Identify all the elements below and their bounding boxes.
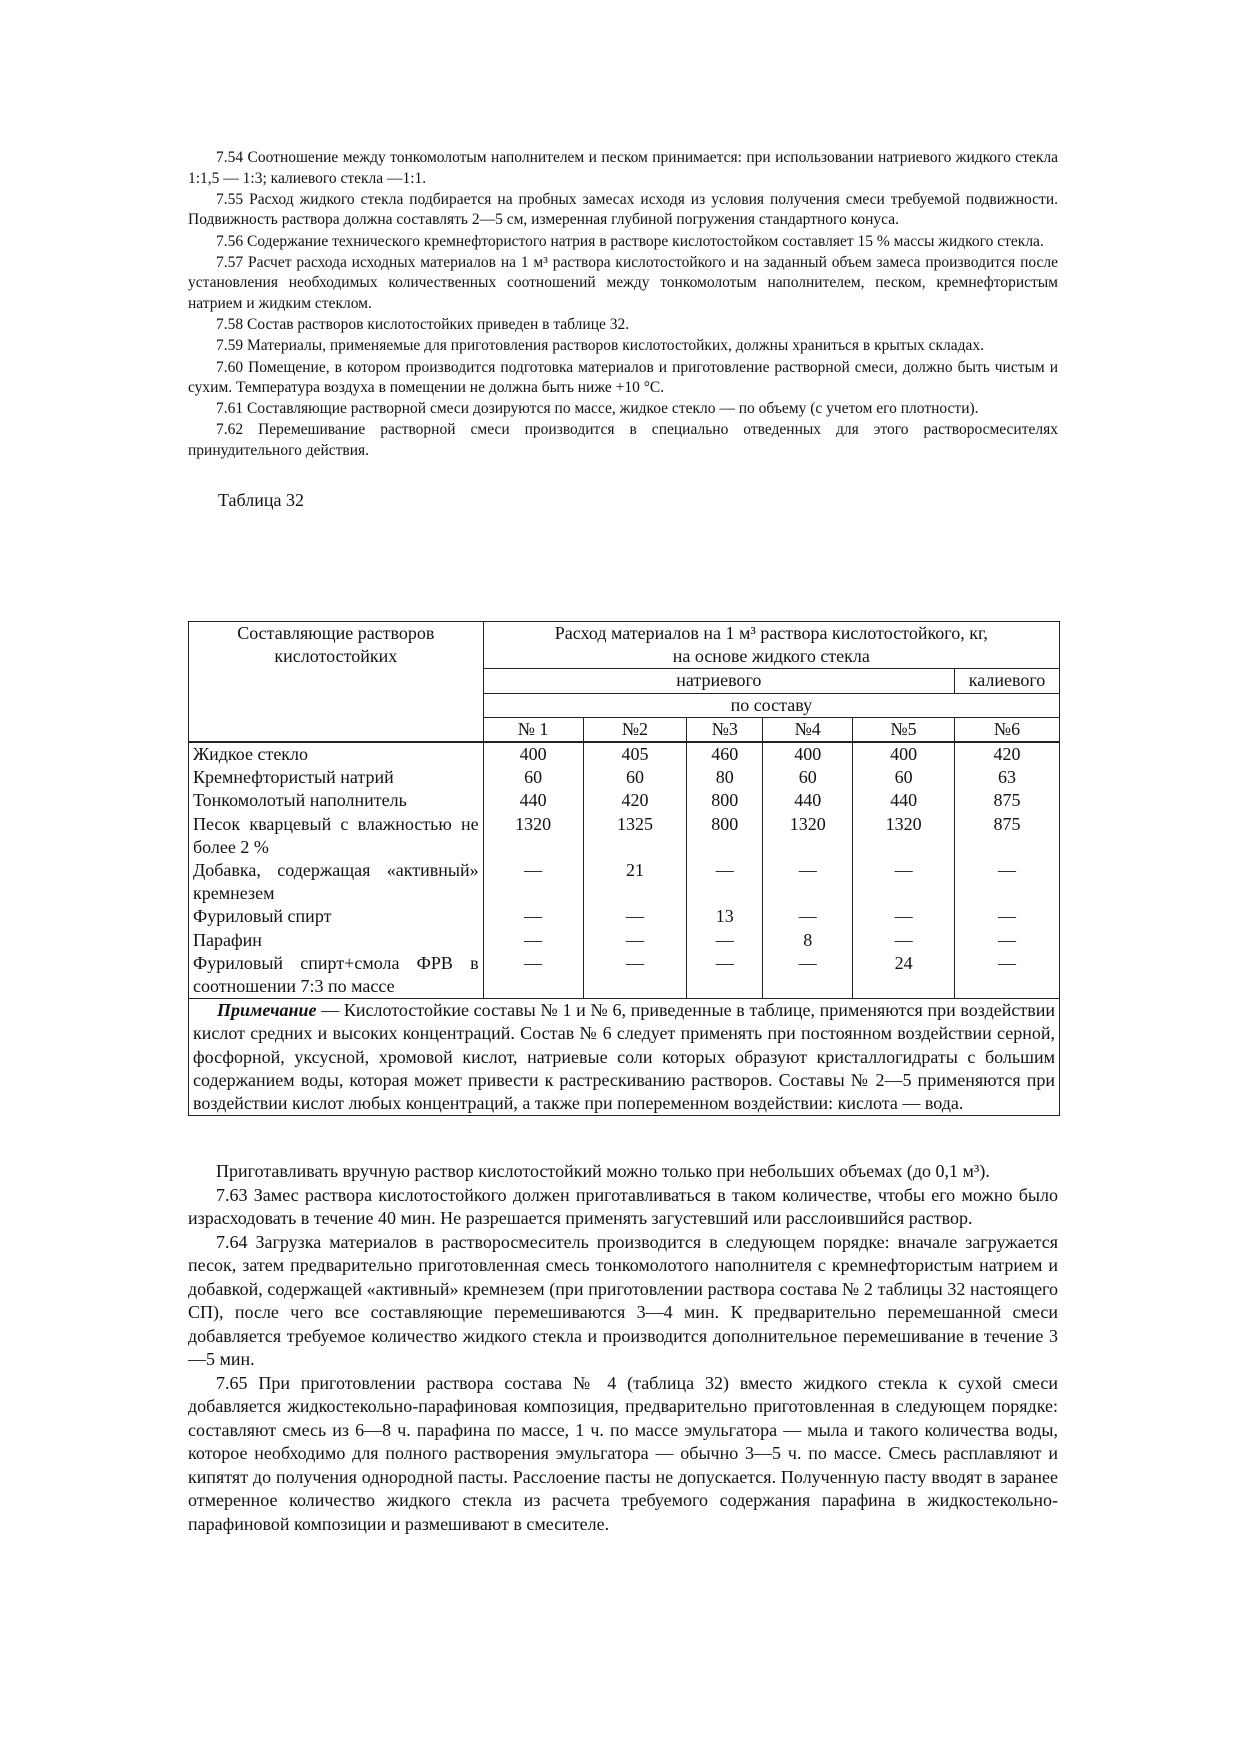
table-row [189,905,1060,928]
column-header: № 1 [483,717,583,742]
table-cell: — [853,929,955,952]
paragraph-7-58: 7.58 Состав растворов кислотостойких приведен в таблице 32. [216,316,630,334]
table-cell: — [853,859,955,905]
table-cell: 875 [955,813,1060,859]
table-cell: 60 [853,766,955,789]
table-row [189,766,1060,789]
table-cell: 21 [583,859,687,905]
row-label: Кремнефтористый натрий [189,766,484,789]
header-by-composition: по составу [483,693,1059,717]
table-cell: — [583,905,687,928]
note-text: — Кислотостойкие составы № 1 и № 6, приведенные в таблице, применяются при воздействии кислот средних и высоких концентраций. Состав № 6 следует применять при постоянном воздействии серной, фосфорной, уксусной, хромовой кислот, натриевые соли которых образуют кристаллогидраты с большим содержанием воды, которая может привести к растрескиванию растворов. Составы № 2—5 применяются при воздействии кислот любых концентраций, а также при попеременном воздействии: кислота — вода. [193,1000,1055,1114]
table-cell: — [483,952,583,999]
table-32 [188,621,1060,1116]
table-cell: 13 [687,905,763,928]
paragraph-7-55: 7.55 Расход жидкого стекла подбирается на пробных замесах исходя из условия получения смеси требуемой подвижности. Подвижность раствора должна составлять 2—5 см, измеренная глубиной погружения стандартного конуса. [188,190,1058,229]
paragraph-manual-prep: Приготавливать вручную раствор кислотостойкий можно только при небольших объемах (до 0,1 м³). [216,1161,990,1181]
header-consumption [483,622,1059,669]
table-cell: 24 [853,952,955,999]
table-cell: 400 [763,742,853,766]
table-row [189,952,1060,999]
table-cell: — [483,905,583,928]
row-label: Песок кварцевый с влажностью не более 2 % [189,813,484,859]
table-cell: 1325 [583,813,687,859]
paragraph-7-60: 7.60 Помещение, в котором производится подготовка материалов и приготовление растворной смеси, должно быть чистым и сухим. Температура воздуха в помещении не должна быть ниже +10 °С. [188,358,1058,397]
table-cell: 400 [483,742,583,766]
table-cell: — [483,929,583,952]
row-label: Добавка, содержащая «активный» кремнезем [189,859,484,905]
table-cell: 1320 [853,813,955,859]
table-cell: 420 [583,789,687,812]
table-body [189,742,1060,999]
table-cell: 460 [687,742,763,766]
table-cell: — [955,929,1060,952]
bottom-text-block [188,1160,1058,1536]
table-cell: 60 [583,766,687,789]
paragraph-7-56: 7.56 Содержание технического кремнефтористого натрия в растворе кислотостойком составляет 15 % массы жидкого стекла. [216,232,1044,250]
table-cell: — [687,952,763,999]
table-note [189,999,1060,1116]
table-cell: 440 [763,789,853,812]
table-cell: 440 [853,789,955,812]
row-label: Фуриловый спирт [189,905,484,928]
table-cell: 800 [687,813,763,859]
paragraph-7-57: 7.57 Расчет расхода исходных материалов на 1 м³ раствора кислотостойкого и на заданный объем замеса производится после установления необходимых количественных соотношений между тонкомолотым наполнителем, песком, кремнефтористым натрием и жидким стеклом. [188,253,1058,312]
table-row [189,929,1060,952]
table-cell: — [955,952,1060,999]
paragraph-7-59: 7.59 Материалы, применяемые для приготовления растворов кислотостойких, должны храниться в крытых складах. [216,337,985,355]
table-cell: 60 [763,766,853,789]
paragraph-7-65: 7.65 При приготовлении раствора состава № 4 (таблица 32) вместо жидкого стекла к сухой смеси добавляется жидкостекольно-парафиновая композиция, предварительно приготовленная в следующем порядке: составляют смесь из 6—8 ч. парафина по массе, 1 ч. по массе эмульгатора — мыла и такого количества воды, которое необходимо для полного растворения эмульгатора — обычно 3—5 ч. по массе. Смесь расплавляют и кипятят до получения однородной пасты. Расслоение пасты не допускается. Полученную пасту вводят в заранее отмеренное количество жидкого стекла из расчета требуемого содержания парафина в жидкостекольно-парафиновой композиции и размешивают в смесителе. [188,1372,1058,1534]
column-header: №5 [853,717,955,742]
table-cell: 420 [955,742,1060,766]
column-header: №4 [763,717,853,742]
table-cell: 440 [483,789,583,812]
column-header: №3 [687,717,763,742]
column-header: №6 [955,717,1060,742]
table-cell: 8 [763,929,853,952]
row-label: Парафин [189,929,484,952]
paragraph-7-62: 7.62 Перемешивание растворной смеси производится в специально отведенных для этого растворосмесителях принудительного действия. [188,421,1058,460]
table-row [189,742,1060,766]
table-cell: — [583,929,687,952]
table-row [189,813,1060,859]
paragraph-7-63: 7.63 Замес раствора кислотостойкого должен приготавливаться в таком количестве, чтобы его можно было израсходовать в течение 40 мин. Не разрешается применять загустевший или расслоившийся раствор. [188,1184,1058,1228]
table-cell: 1320 [483,813,583,859]
table-cell: — [763,952,853,999]
table-cell: — [687,929,763,952]
table-cell: 60 [483,766,583,789]
table-cell: 800 [687,789,763,812]
paragraph-7-54: 7.54 Соотношение между тонкомолотым наполнителем и песком принимается: при использовании натриевого жидкого стекла 1:1,5 — 1:3; калиевого стекла —1:1. [188,149,1058,187]
table-cell: — [955,859,1060,905]
table-row [189,789,1060,812]
table-cell: 875 [955,789,1060,812]
table-cell: — [763,859,853,905]
table-cell: — [853,905,955,928]
header-potassium: калиевого [955,669,1060,693]
table-cell: 80 [687,766,763,789]
top-text-block [188,148,1058,512]
table-cell: 63 [955,766,1060,789]
row-label: Жидкое стекло [189,742,484,766]
row-label: Тонкомолотый наполнитель [189,789,484,812]
table-cell: — [687,859,763,905]
header-consumption-line1: Расход материалов на 1 м³ раствора кислотостойкого, кг, [554,623,988,643]
table-cell: — [763,905,853,928]
table-cell: 400 [853,742,955,766]
header-sodium: натриевого [483,669,954,693]
table-cell: 1320 [763,813,853,859]
header-consumption-line2: на основе жидкого стекла [672,646,870,667]
column-header: №2 [583,717,687,742]
table-cell: — [483,859,583,905]
header-component: Составляющие растворов кислотостойких [189,622,484,743]
table-caption: Таблица 32 [218,489,304,510]
table-cell: 405 [583,742,687,766]
table-cell: — [583,952,687,999]
table-cell: — [955,905,1060,928]
row-label: Фуриловый спирт+смола ФРВ в соотношении 7:3 по массе [189,952,484,999]
table-row [189,859,1060,905]
note-label: Примечание [217,1000,317,1021]
paragraph-7-64: 7.64 Загрузка материалов в растворосмеситель производится в следующем порядке: вначале загружается песок, затем предварительно приготовленная смесь тонкомолотого наполнителя с кремнефтористым натрием и добавкой, содержащей «активный» кремнезем (при приготовлении раствора состава № 2 таблицы 32 настоящего СП), после чего все составляющие перемешиваются 3—4 мин. К предварительно перемешанной смеси добавляется требуемое количество жидкого стекла и производится дополнительное перемешивание в течение 3—5 мин. [188,1231,1058,1369]
paragraph-7-61: 7.61 Составляющие растворной смеси дозируются по массе, жидкое стекло — по объему (с учетом его плотности). [216,400,979,418]
